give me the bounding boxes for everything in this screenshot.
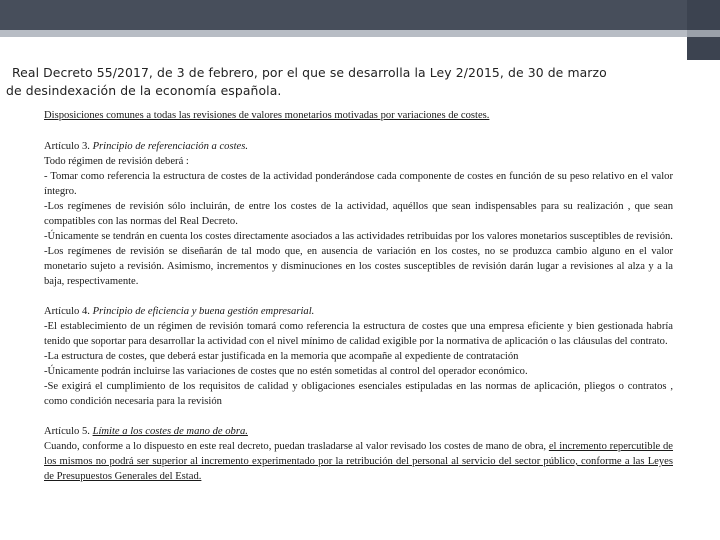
article-paragraph: -El establecimiento de un régimen de revisión tomará como referencia la estructura de costes que una empresa eficiente y bien gestionada habría tenido que soportar para desarrollar la actividad con el nivel mínimo de calidad exigible por la normativa de aplicación o las cláusulas del contrato. (44, 321, 673, 347)
article-4 (44, 304, 673, 409)
article-heading (44, 304, 673, 319)
article-paragraph: -Los regímenes de revisión sólo incluirán, de entre los costes de la actividad, aquéllos que sean indispensables para su realización , que sean compatibles con las normas del Real Decreto. (44, 201, 673, 227)
slide-header-accent (0, 30, 720, 37)
article-paragraph (44, 439, 673, 484)
article-label: Artículo 3. (44, 141, 90, 152)
slide-header-bar (0, 0, 720, 30)
slide-corner-block (687, 0, 720, 60)
section-heading: Disposiciones comunes a todas las revisiones de valores monetarios motivadas por variaciones de costes. (44, 110, 490, 121)
article-title: Principio de eficiencia y buena gestión empresarial. (92, 306, 315, 317)
article-paragraph: -Únicamente podrán incluirse las variaciones de costes que no estén sometidas al control del operador económico. (44, 366, 528, 377)
paragraph-underlined: el incremento repercutible de los mismos no podrá ser superior al incremento experimentado por la retribución del personal al servicio del sector público, conforme a las Leyes de Presupuestos Generales del Estad. (44, 441, 674, 482)
document-body (44, 108, 673, 484)
article-5 (44, 424, 673, 484)
document-title (6, 64, 666, 100)
article-paragraph: - Tomar como referencia la estructura de costes de la actividad ponderándose cada componente de costes en función de su peso relativo en el valor íntegro. (44, 171, 673, 197)
article-label: Artículo 4. (44, 306, 90, 317)
paragraph-intro: Cuando, conforme a lo dispuesto en este real decreto, puedan trasladarse al valor revisado los costes de mano de obra, (44, 441, 547, 452)
article-3 (44, 139, 673, 289)
article-title: Límite a los costes de mano de obra. (92, 426, 248, 437)
article-heading (44, 139, 673, 154)
title-line-1: Real Decreto 55/2017, de 3 de febrero, por el que se desarrolla la Ley 2/2015, de 30 de marzo (12, 65, 607, 80)
article-title: Principio de referenciación a costes. (92, 141, 248, 152)
title-line-2: de desindexación de la economía española. (6, 83, 282, 98)
article-label: Artículo 5. (44, 426, 90, 437)
article-paragraph: -Únicamente se tendrán en cuenta los costes directamente asociados a las actividades retribuidas por los valores monetarios susceptibles de revisión. (44, 231, 673, 242)
article-heading (44, 424, 673, 439)
article-paragraph: -La estructura de costes, que deberá estar justificada en la memoria que acompañe al expediente de contratación (44, 351, 519, 362)
article-paragraph: Todo régimen de revisión deberá : (44, 156, 189, 167)
article-paragraph: -Se exigirá el cumplimiento de los requisitos de calidad y obligaciones esenciales estipuladas en las normas de aplicación, pliegos o contratos , como condición necesaria para la revisión (44, 381, 673, 407)
article-paragraph: -Los regímenes de revisión se diseñarán de tal modo que, en ausencia de variación en los costes, no se produzca cambio alguno en el valor monetario sujeto a revisión. Asimismo, incrementos y disminuciones en los costes susceptibles de revisión darán lugar a revisiones al alza y a la baja, respectivamente. (44, 246, 673, 287)
